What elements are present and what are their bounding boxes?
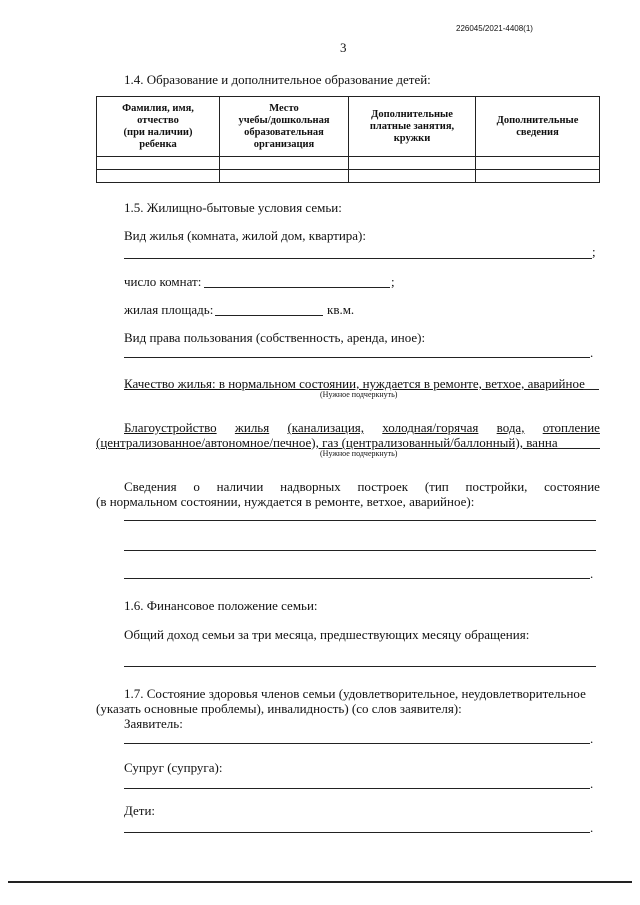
table-cell[interactable] [349,157,476,170]
amenities-line-2: (централизованное/автономное/печное), газ (централизованный/баллонный), ванна [96,435,558,450]
period: . [590,731,594,746]
outbuildings-field-3[interactable] [124,578,590,579]
quality-underline [583,389,599,390]
income-label: Общий доход семьи за три месяца, предшествующих месяцу обращения: [124,627,530,642]
table-cell[interactable] [220,157,349,170]
section-1-5-title: 1.5. Жилищно-бытовые условия семьи: [124,200,342,215]
table-cell[interactable] [476,157,600,170]
outbuildings-line-2: (в нормальном состоянии, нуждается в ремонте, ветхое, аварийное): [96,494,475,509]
outbuildings-line-1: Сведения о наличии надворных построек (тип постройки, состояние [124,479,600,494]
underline-hint: (Нужное подчеркнуть) [320,390,398,399]
housing-type-field[interactable] [124,258,592,259]
outbuildings-field-1[interactable] [124,520,596,521]
section-1-6-title: 1.6. Финансовое положение семьи: [124,598,318,613]
period: . [590,820,594,835]
amenities-underline [556,448,600,449]
area-label: жилая площадь: [124,302,214,317]
section-1-4-title: 1.4. Образование и дополнительное образование детей: [124,72,431,87]
table-row [97,170,600,183]
section-1-7-title-line-1: 1.7. Состояние здоровья членов семьи (удовлетворительное, неудовлетворительное [124,686,586,701]
housing-type-label: Вид жилья (комната, жилой дом, квартира): [124,228,366,243]
table-row [97,157,600,170]
header-study-place: Место учебы/дошкольная образовательная организация [220,97,349,157]
applicant-label: Заявитель: [124,716,183,731]
area-field[interactable] [215,315,323,316]
rooms-field[interactable] [204,287,390,288]
amenities-line-1: Благоустройство жилья (канализация, холодная/горячая вода, отопление [124,420,600,435]
table-cell[interactable] [97,157,220,170]
education-table [96,96,600,183]
table-cell[interactable] [349,170,476,183]
rooms-label: число комнат: [124,274,202,289]
semicolon: ; [592,244,596,259]
children-field[interactable] [124,832,590,833]
period: . [590,566,594,581]
children-label: Дети: [124,803,156,818]
income-field[interactable] [124,666,596,667]
table-cell[interactable] [476,170,600,183]
section-1-7-title-line-2: (указать основные проблемы), инвалидность) (со слов заявителя): [96,701,462,716]
header-extra-info: Дополнительные сведения [476,97,600,157]
outbuildings-field-2[interactable] [124,550,596,551]
housing-quality: Качество жилья: в нормальном состоянии, нуждается в ремонте, ветхое, аварийное [124,376,585,391]
semicolon: ; [391,274,395,289]
spouse-field[interactable] [124,788,590,789]
page-number: 3 [340,40,347,55]
ownership-field[interactable] [124,357,590,358]
table-cell[interactable] [220,170,349,183]
header-paid-classes: Дополнительные платные занятия, кружки [349,97,476,157]
period: . [590,345,594,360]
underline-hint: (Нужное подчеркнуть) [320,449,398,458]
bottom-rule [8,881,632,883]
document-id: 226045/2021-4408(1) [456,24,533,33]
applicant-field[interactable] [124,743,590,744]
spouse-label: Супруг (супруга): [124,760,223,775]
header-child-name: Фамилия, имя, отчество (при наличии) ребенка [97,97,220,157]
area-unit: кв.м. [327,302,355,317]
table-cell[interactable] [97,170,220,183]
ownership-label: Вид права пользования (собственность, аренда, иное): [124,330,426,345]
period: . [590,776,594,791]
